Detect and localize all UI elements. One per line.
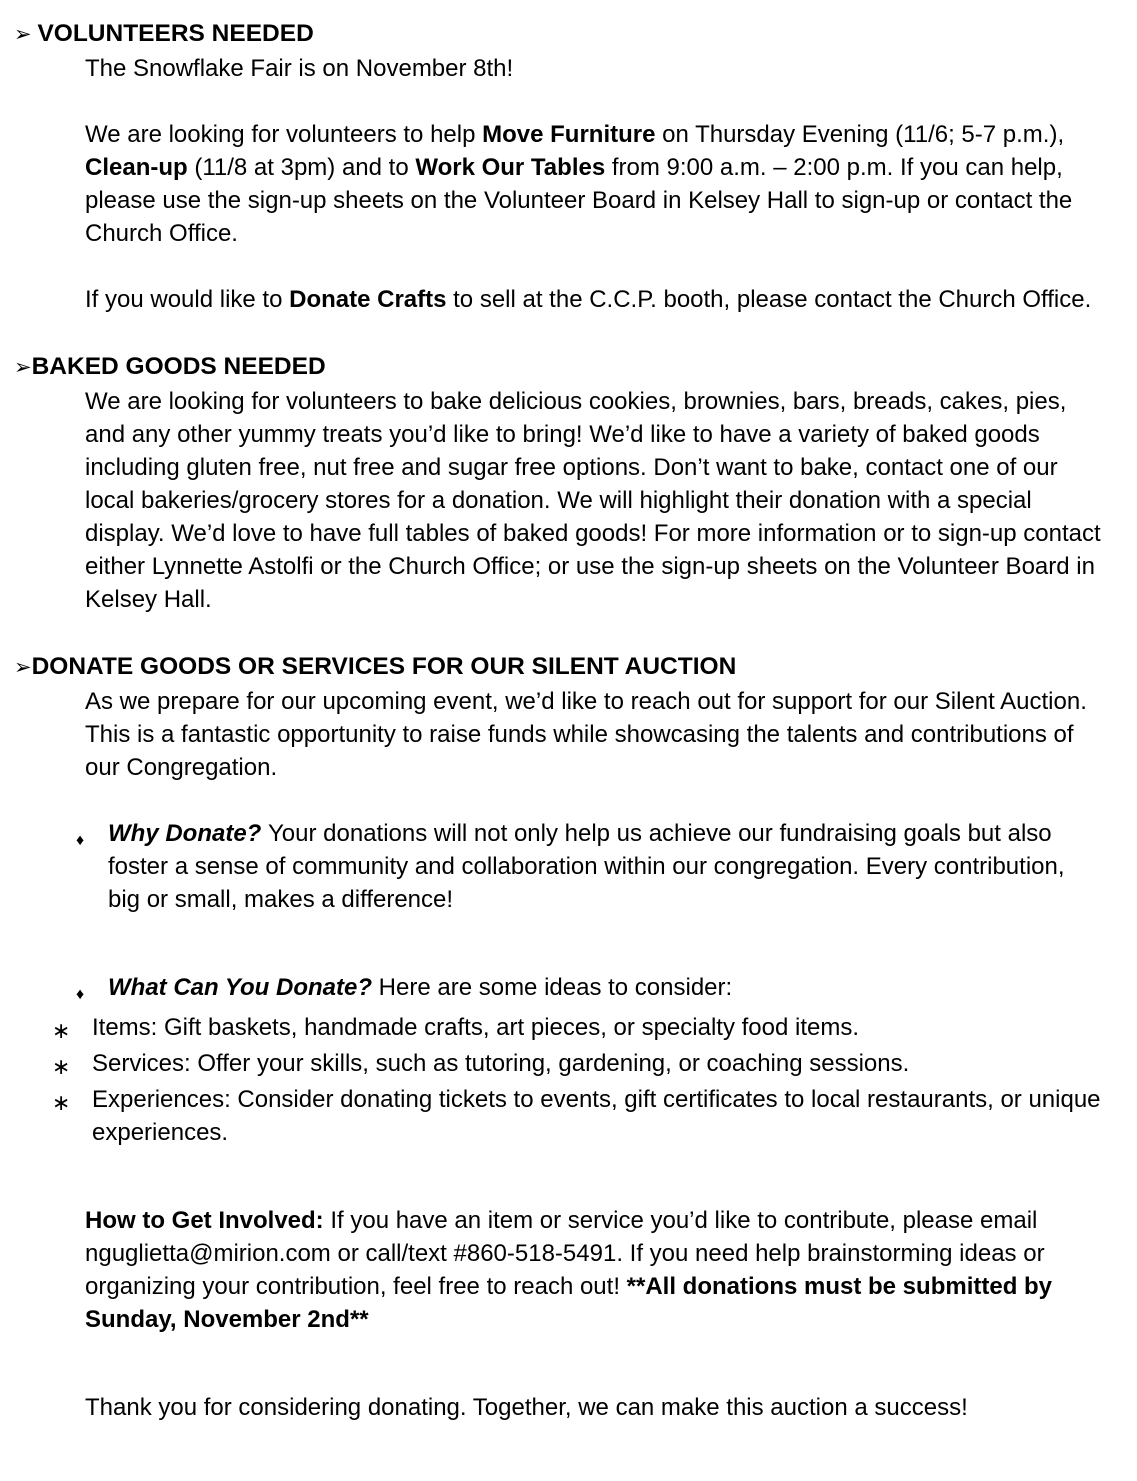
paragraph: If you would like to Donate Crafts to sell at the C.C.P. booth, please contact the Church Office. <box>85 286 1092 313</box>
section-volunteers-needed <box>14 16 1103 316</box>
bullet-item-what-can-you-donate <box>76 971 1103 1011</box>
sub-bullet-item-services <box>14 1047 1103 1083</box>
paragraph: We are looking for volunteers to help Move Furniture on Thursday Evening (11/6; 5-7 p.m.), Clean-up (11/8 at 3pm) and to Work Our Tables from 9:00 a.m. – 2:00 p.m. If you can help, please use the sign-up sheets on the Volunteer Board in Kelsey Hall to sign-up or contact the Church Office. <box>85 121 1073 247</box>
sub-bullet-text: Items: Gift baskets, handmade crafts, art pieces, or specialty food items. <box>92 1014 859 1041</box>
section-heading-text: BAKED GOODS NEEDED <box>31 353 326 380</box>
section-body <box>85 52 1103 316</box>
section-body <box>85 385 1103 616</box>
section-heading <box>14 16 1103 52</box>
paragraph-how-to-get-involved: How to Get Involved: If you have an item or service you’d like to contribute, please email nguglietta@mirion.com or call/text #860-518-5491. If you need help brainstorming ideas or organizing your contribution, feel free to reach out! **All donations must be submitted by Sunday, November 2nd** <box>85 1207 1053 1333</box>
arrow-bullet-icon: ➢ <box>14 23 38 46</box>
sub-bullet-item-experiences <box>14 1083 1103 1149</box>
asterisk-bullet-icon: ∗ <box>52 1090 71 1115</box>
sub-bullet-list <box>14 1011 1103 1149</box>
sub-bullet-text: Services: Offer your skills, such as tutoring, gardening, or coaching sessions. <box>92 1050 910 1077</box>
asterisk-bullet-icon: ∗ <box>52 1054 71 1079</box>
section-heading <box>14 349 1103 385</box>
section-baked-goods-needed <box>14 349 1103 616</box>
paragraph: The Snowflake Fair is on November 8th! <box>85 55 514 82</box>
diamond-bullet-icon: ♦ <box>76 832 85 849</box>
diamond-bullet-icon: ♦ <box>76 986 85 1003</box>
paragraph: We are looking for volunteers to bake delicious cookies, brownies, bars, breads, cakes, pies, and any other yummy treats you’d like to bring! We’d like to have a variety of baked goods including gluten free, nut free and sugar free options. Don’t want to bake, contact one of our local bakeries/grocery stores for a donation. We will highlight their donation with a special display. We’d love to have full tables of baked goods! For more information or to sign-up contact either Lynnette Astolfi or the Church Office; or use the sign-up sheets on the Volunteer Board in Kelsey Hall. <box>85 388 1101 613</box>
paragraph: As we prepare for our upcoming event, we’d like to reach out for support for our Silent Auction. This is a fantastic opportunity to raise funds while showcasing the talents and contributions of our Congregation. <box>85 688 1087 781</box>
bullet-lead-text: What Can You Donate? Here are some ideas to consider: <box>108 974 733 1001</box>
arrow-bullet-icon: ➢ <box>14 356 32 379</box>
section-body <box>85 685 1103 784</box>
section-body <box>85 1204 1103 1424</box>
sub-bullet-text: Experiences: Consider donating tickets to events, gift certificates to local restaurants, or unique experiences. <box>92 1086 1101 1146</box>
section-heading-text: DONATE GOODS OR SERVICES FOR OUR SILENT AUCTION <box>31 653 737 680</box>
arrow-bullet-icon: ➢ <box>14 656 32 679</box>
asterisk-bullet-icon: ∗ <box>52 1018 71 1043</box>
sub-bullet-item-items <box>14 1011 1103 1047</box>
bullet-text: Why Donate? Your donations will not only help us achieve our fundraising goals but also foster a sense of community and collaboration within our congregation. Every contribution, big or small, makes a difference! <box>108 820 1065 913</box>
bullet-item-why-donate <box>76 817 1103 916</box>
section-heading-text: VOLUNTEERS NEEDED <box>37 20 314 47</box>
paragraph-thank-you: Thank you for considering donating. Together, we can make this auction a success! <box>85 1394 968 1421</box>
bullet-list <box>76 817 1103 1011</box>
section-heading <box>14 649 1103 685</box>
section-silent-auction <box>14 649 1103 1424</box>
bullet-text <box>108 971 1103 1011</box>
